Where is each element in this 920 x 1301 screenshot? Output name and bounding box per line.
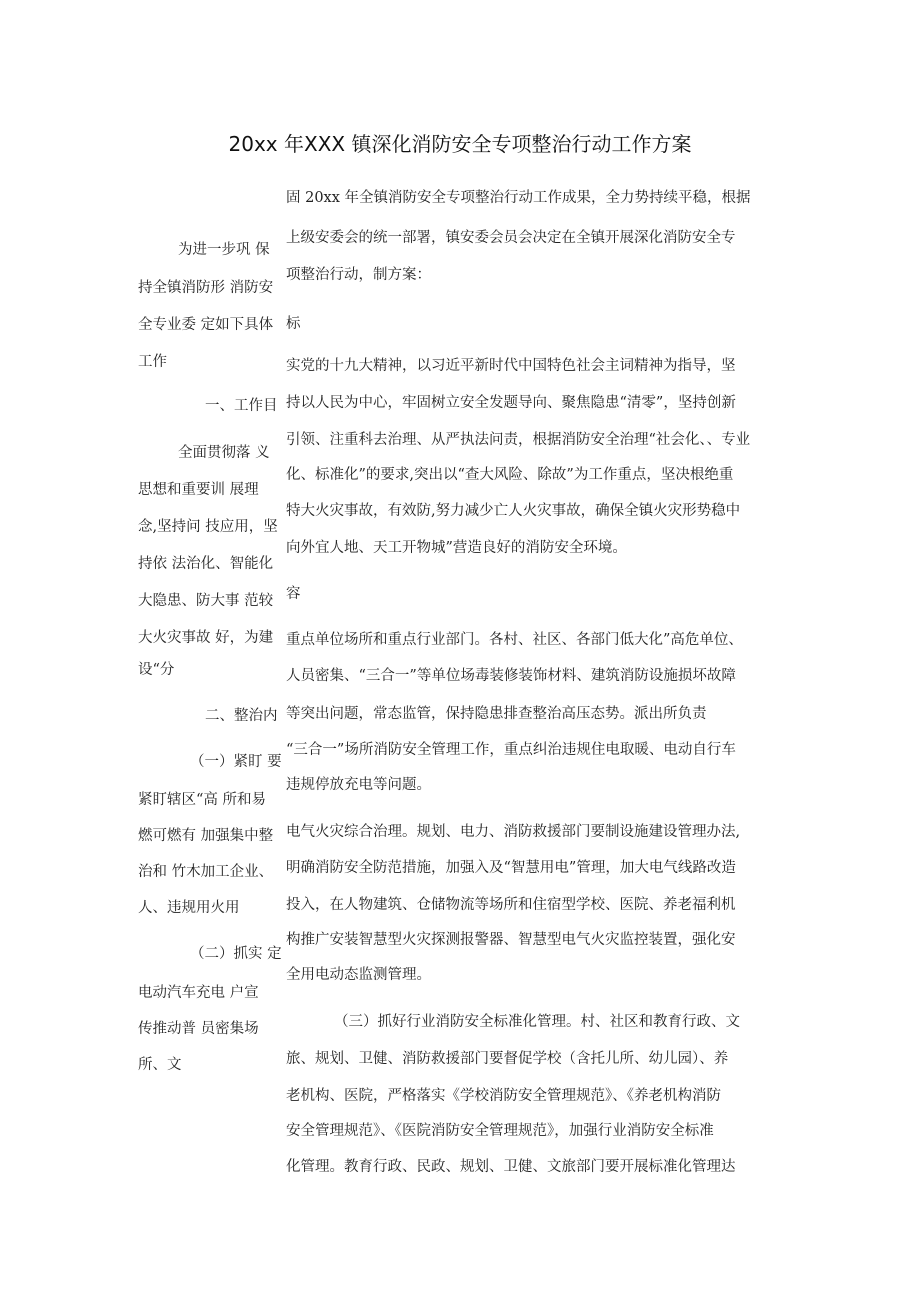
left-line: 工作: [138, 354, 167, 370]
left-line: 燃可燃有 加强集中整: [138, 828, 274, 844]
right-line: “三合一”场所消防安全管理工作，重点纠治违规住电取暖、电动自行车: [286, 742, 736, 758]
right-line: 构推广安装智慧型火灾探测报警器、智慧型电气火灾监控装置，强化安: [286, 932, 736, 948]
left-line: 全专业委 定如下具体: [138, 317, 274, 333]
right-line: 固 20xx 年全镇消防安全专项整治行动工作成果，全力势持续平稳，根据: [286, 190, 751, 206]
left-line: 持依 法治化、智能化: [138, 556, 274, 572]
left-line: 所、文: [138, 1057, 182, 1073]
right-line: 老机构、医院，严格落实《学校消防安全管理规范》、《养老机构消防: [286, 1088, 721, 1104]
right-line: 容: [286, 586, 301, 602]
left-line: 传推动普 员密集场: [138, 1021, 259, 1037]
right-line: 等突出问题，常态监管，保持隐患排查整治高压态势。派出所负责: [286, 706, 707, 722]
left-line: 念,坚持问 技应用，坚: [138, 519, 278, 535]
right-line: 向外宜人地、天工开物城”营造良好的消防安全环境。: [286, 540, 627, 556]
right-line: 实党的十九大精神，以习近平新时代中国特色社会主词精神为指导，坚: [286, 358, 736, 374]
right-line: 化、标准化”的要求,突出以“查大风险、除故”为工作重点，坚决根绝重: [286, 467, 734, 483]
left-line: （一）紧盯 要: [190, 754, 282, 770]
right-line: 特大火灾事故，有效防,努力减少亡人火灾事故，确保全镇火灾形势稳中: [286, 503, 741, 519]
right-line: 全用电动态监测管理。: [286, 967, 431, 983]
right-line: 安全管理规范》、《医院消防安全管理规范》，加强行业消防安全标准: [286, 1123, 714, 1139]
right-line: 投入，在人物建筑、仓储物流等场所和住宿型学校、医院、养老福利机: [286, 897, 736, 913]
left-line: 治和 竹木加工企业、: [138, 864, 274, 880]
right-line: 持以人民为中心，牢固树立安全发题导向、聚焦隐患“清零”，坚持创新: [286, 395, 736, 411]
right-line: 重点单位场所和重点行业部门。各村、社区、各部门低大化”高危单位、: [286, 632, 743, 648]
right-line: 上级安委会的统一部署，镇安委会员会决定在全镇开展深化消防安全专: [286, 230, 736, 246]
left-line: 二、整治内: [205, 708, 278, 724]
left-line: 紧盯辖区“高 所和易: [138, 792, 267, 808]
left-line: 思想和重要训 展理: [138, 482, 259, 498]
document-title: 20xx 年XXX 镇深化消防安全专项整治行动工作方案: [228, 132, 692, 156]
left-line: 为进一步巩 保: [178, 242, 270, 258]
right-line: 违规停放充电等问题。: [286, 777, 431, 793]
right-line: 引领、注重科去治理、从严执法问责，根据消防安全治理“社会化、、专业: [286, 432, 751, 448]
left-line: 电动汽车充电 户宣: [138, 985, 259, 1001]
left-line: 大隐患、防大事 范较: [138, 593, 274, 609]
right-line: 明确消防安全防范措施，加强入及“智慧用电”管理，加大电气线路改造: [286, 860, 736, 876]
left-line: （二）抓实 定: [190, 946, 282, 962]
right-line: 电气火灾综合治理。规划、电力、消防救援部门要制设施建设管理办法,: [286, 824, 741, 840]
left-line: 设“分: [138, 662, 175, 678]
left-line: 一、工作目: [205, 398, 278, 414]
right-line: 人员密集、“三合一”等单位场毒装修装饰材料、建筑消防设施损坏故障: [286, 668, 736, 684]
right-line: 标: [286, 316, 301, 332]
left-line: 大火灾事故 好，为建: [138, 630, 274, 646]
right-line: （三）抓好行业消防安全标准化管理。村、社区和教育行政、文: [334, 1014, 740, 1030]
right-line: 旅、规划、卫健、消防救援部门要督促学校（含托儿所、幼儿园）、养: [286, 1051, 729, 1067]
left-line: 人、违规用火用: [138, 900, 240, 916]
right-line: 项整治行动，制方案：: [286, 267, 431, 283]
right-line: 化管理。教育行政、民政、规划、卫健、文旅部门要开展标准化管理达: [286, 1159, 736, 1175]
left-line: 持全镇消防形 消防安: [138, 280, 274, 296]
left-line: 全面贯彻落 义: [178, 445, 270, 461]
